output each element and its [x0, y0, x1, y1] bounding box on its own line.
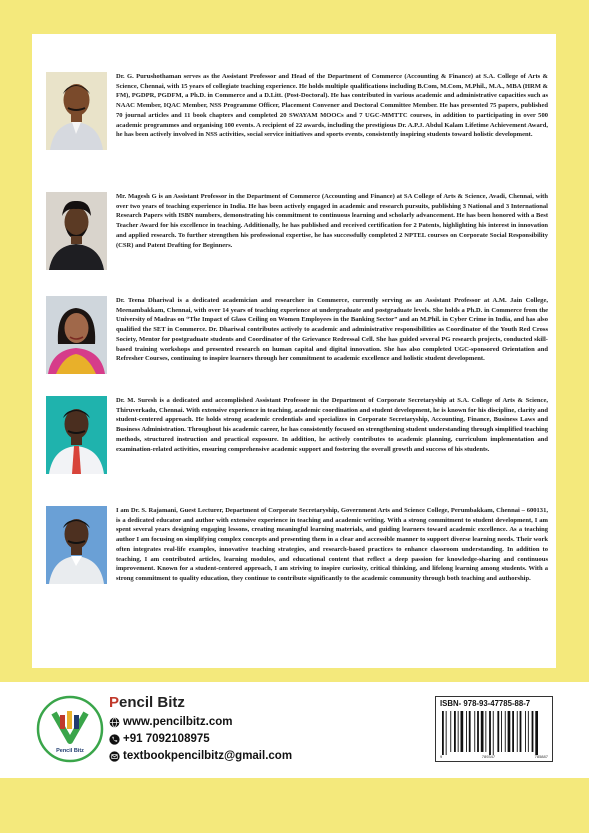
- barcode-bar: [493, 711, 494, 755]
- publisher-logo: [36, 695, 104, 763]
- barcode-digits: [440, 754, 548, 759]
- logo-text: Pencil Bitz: [56, 748, 84, 754]
- isbn-barcode-box: [435, 696, 553, 762]
- email-row[interactable]: [109, 750, 292, 762]
- barcode-digits-right: 785887: [534, 754, 548, 759]
- brand-initial: P: [109, 694, 120, 711]
- barcode-bar: [466, 711, 467, 752]
- barcode-bar: [508, 711, 511, 752]
- barcode-bar: [469, 711, 471, 752]
- bio-text: Dr. Teena Dhariwal is a dedicated academician and researcher in Commerce, currently serving as an Assistant Professor at A.M. Jain College, Meenambakkam, Chennai, with over 14 years of teaching experience at undergraduate and postgraduate levels. She holds a Ph.D. in Commerce from the University of Madras on “The Impact of Glass Ceiling on Women Employees in the Banking Sector” and an M.Phil. in Cyber Crime in India, and has also qualified the SET in Commerce. Dr. Dhariwal contributes actively to academic and administrative responsibilities as Coordinator of the Youth Red Cross Society, Mentor for postgraduate students and Coordinator of the Grievance Redressal Cell. She has guided several PG research projects, conducted skill-based training workshops and presented research on human capital and digital innovation. She has also completed UGC-sponsored Orientation and Refresher Courses, continuing to inspire learners through her commitment to academic excellence and holistic student development.: [116, 297, 548, 363]
- barcode-bar: [454, 711, 456, 752]
- bio-text: I am Dr. S. Rajamani, Guest Lecturer, Department of Corporate Secretaryship, Government Arts and Science College, Perumbakkam, Chennai – 600131, is a dedicated educator and author with extensive experience in teaching and academic writing. With a strong commitment to student development, I am spent several years designing engaging lessons, creating meaningful learning materials, and guiding learners toward academic excellence. As a teaching author I am focusing on simplifying complex concepts and presenting them in a clear and accessible manner to support diverse learning needs. Their work often integrates real-life examples, innovative teaching strategies, and research-based practices to enhance classroom understanding. In addition to teaching, I am contributed articles, learning modules, and educational content that reflect a deep passion for knowledge-sharing and continuous improvement. Known for a student-centered approach, I am striving to inspire curiosity, critical thinking, and lifelong learning among students. With a strong commitment to quality education, they continue to contribute significantly to the academic community through both teaching and authorship.: [116, 507, 548, 582]
- barcode-bar: [525, 711, 526, 752]
- barcode: [440, 711, 548, 755]
- bio-text: Mr. Magesh G is an Assistant Professor in the Department of Commerce (Accounting and Finance) at SA College of Arts & Science, Avadi, Chennai, with over two years of teaching experience in India. He has been actively engaged in academic and research pursuits, publishing 3 National and 3 International Research Papers with ISBN numbers, demonstrating his commitment to continuous learning and scholarly advancement. He has been honored with a Best Teacher Award for his excellence in teaching. Additionally, he has published and received certification for 2 Patents, highlighting his interest in innovation and applied research. To further strengthen his professional expertise, he has successfully completed 2 NPTEL courses on Corporate Social Responsibility (CSR) and Patent Drafting for Beginners.: [116, 193, 548, 249]
- barcode-bar: [450, 711, 451, 752]
- author-photo: [46, 296, 107, 374]
- barcode-bar: [489, 711, 491, 755]
- barcode-bar: [497, 711, 499, 752]
- website-link[interactable]: www.pencilbitz.com: [123, 716, 233, 728]
- email-address[interactable]: textbookpencilbitz@gmail.com: [123, 750, 293, 762]
- phone-number[interactable]: +91 7092108975: [123, 733, 210, 745]
- barcode-bar: [517, 711, 518, 752]
- barcode-bar: [535, 711, 538, 755]
- author-photo: [46, 396, 107, 474]
- brand-rest: encil Bitz: [119, 694, 185, 711]
- publisher-footer: [0, 682, 589, 778]
- bio-entry: [46, 192, 546, 274]
- author-photo: [46, 72, 107, 150]
- barcode-digits-left: 789347: [481, 754, 496, 759]
- author-photo: [46, 506, 107, 584]
- barcode-bar: [442, 711, 444, 755]
- bio-text: Dr. M. Suresh is a dedicated and accomplished Assistant Professor in the Department of Corporate Secretaryship at S.A. College of Arts & Science, Thiruverkadu, Chennai. With extensive experience in teaching, academic coordination and student development, he is known for his discipline, clarity and student-centered approach. He holds strong academic credentials and specializes in Corporate Secretaryship, Accounting, Finance, Business Laws and Business Administration. Throughout his academic career, he has consistently focused on strengthening student understanding through simplified teaching methods, structured instruction and practical exposure. In addition, he actively contributes to academic planning, curriculum implementation and examination-related activities, ensuring comprehensive academic support and fostering the overall growth and success of his students.: [116, 397, 548, 453]
- globe-icon: [109, 717, 120, 728]
- barcode-bar: [481, 711, 484, 752]
- bio-entry: [46, 396, 546, 486]
- author-photo: [46, 192, 107, 270]
- phone-row[interactable]: [109, 733, 210, 745]
- bio-entry: [46, 72, 546, 162]
- bio-entry: [46, 506, 546, 616]
- barcode-bar: [461, 711, 464, 752]
- barcode-bar: [458, 711, 459, 752]
- website-row[interactable]: [109, 716, 232, 728]
- email-icon: [109, 751, 120, 762]
- barcode-bar: [528, 711, 529, 752]
- barcode-bar: [520, 711, 522, 752]
- barcode-bar: [474, 711, 475, 752]
- isbn-label: ISBN- 978-93-47785-88-7: [440, 699, 531, 708]
- bio-entry: [46, 296, 546, 388]
- barcode-bar: [477, 711, 479, 752]
- phone-icon: [109, 734, 120, 745]
- barcode-bar: [512, 711, 514, 752]
- publisher-name: [109, 694, 185, 711]
- barcode-bar: [485, 711, 486, 752]
- barcode-bar: [501, 711, 502, 752]
- barcode-digit-lead: 9: [440, 754, 443, 759]
- bio-panel: [32, 34, 556, 668]
- barcode-bar: [532, 711, 534, 752]
- bio-text: Dr. G. Purushothaman serves as the Assistant Professor and Head of the Department of Commerce (Accounting & Finance) at S.A. College of Arts & Science, Chennai, with 15 years of collegiate teaching experience. He holds multiple qualifications including B.Com, M.Com, M.Phil., M.A., MBA (HRM & FM), PGDPR, PGDFM, a Ph.D. in Commerce and a D.Litt. (Post-Doctoral). He has contributed in various academic and administrative capacities such as NAAC Member, IQAC Member, NSS Programme Officer, Placement Convener and Doctoral Committee Member. He has presented 75 papers, published 70 journal articles and 11 book chapters and completed 20 SWAYAM MOOCs and 7 UGC-MMTTC courses, in addition to participating in over 500 academic programmes and organising 100 events. A recipient of 22 awards, including the prestigious Dr. A.P.J. Abdul Kalam Lifetime Achievement Award, he has been actively involved in NSS activities, social service initiatives and sports events, consistently inspiring students toward holistic development.: [116, 73, 548, 139]
- barcode-bar: [505, 711, 506, 752]
- barcode-bar: [446, 711, 447, 755]
